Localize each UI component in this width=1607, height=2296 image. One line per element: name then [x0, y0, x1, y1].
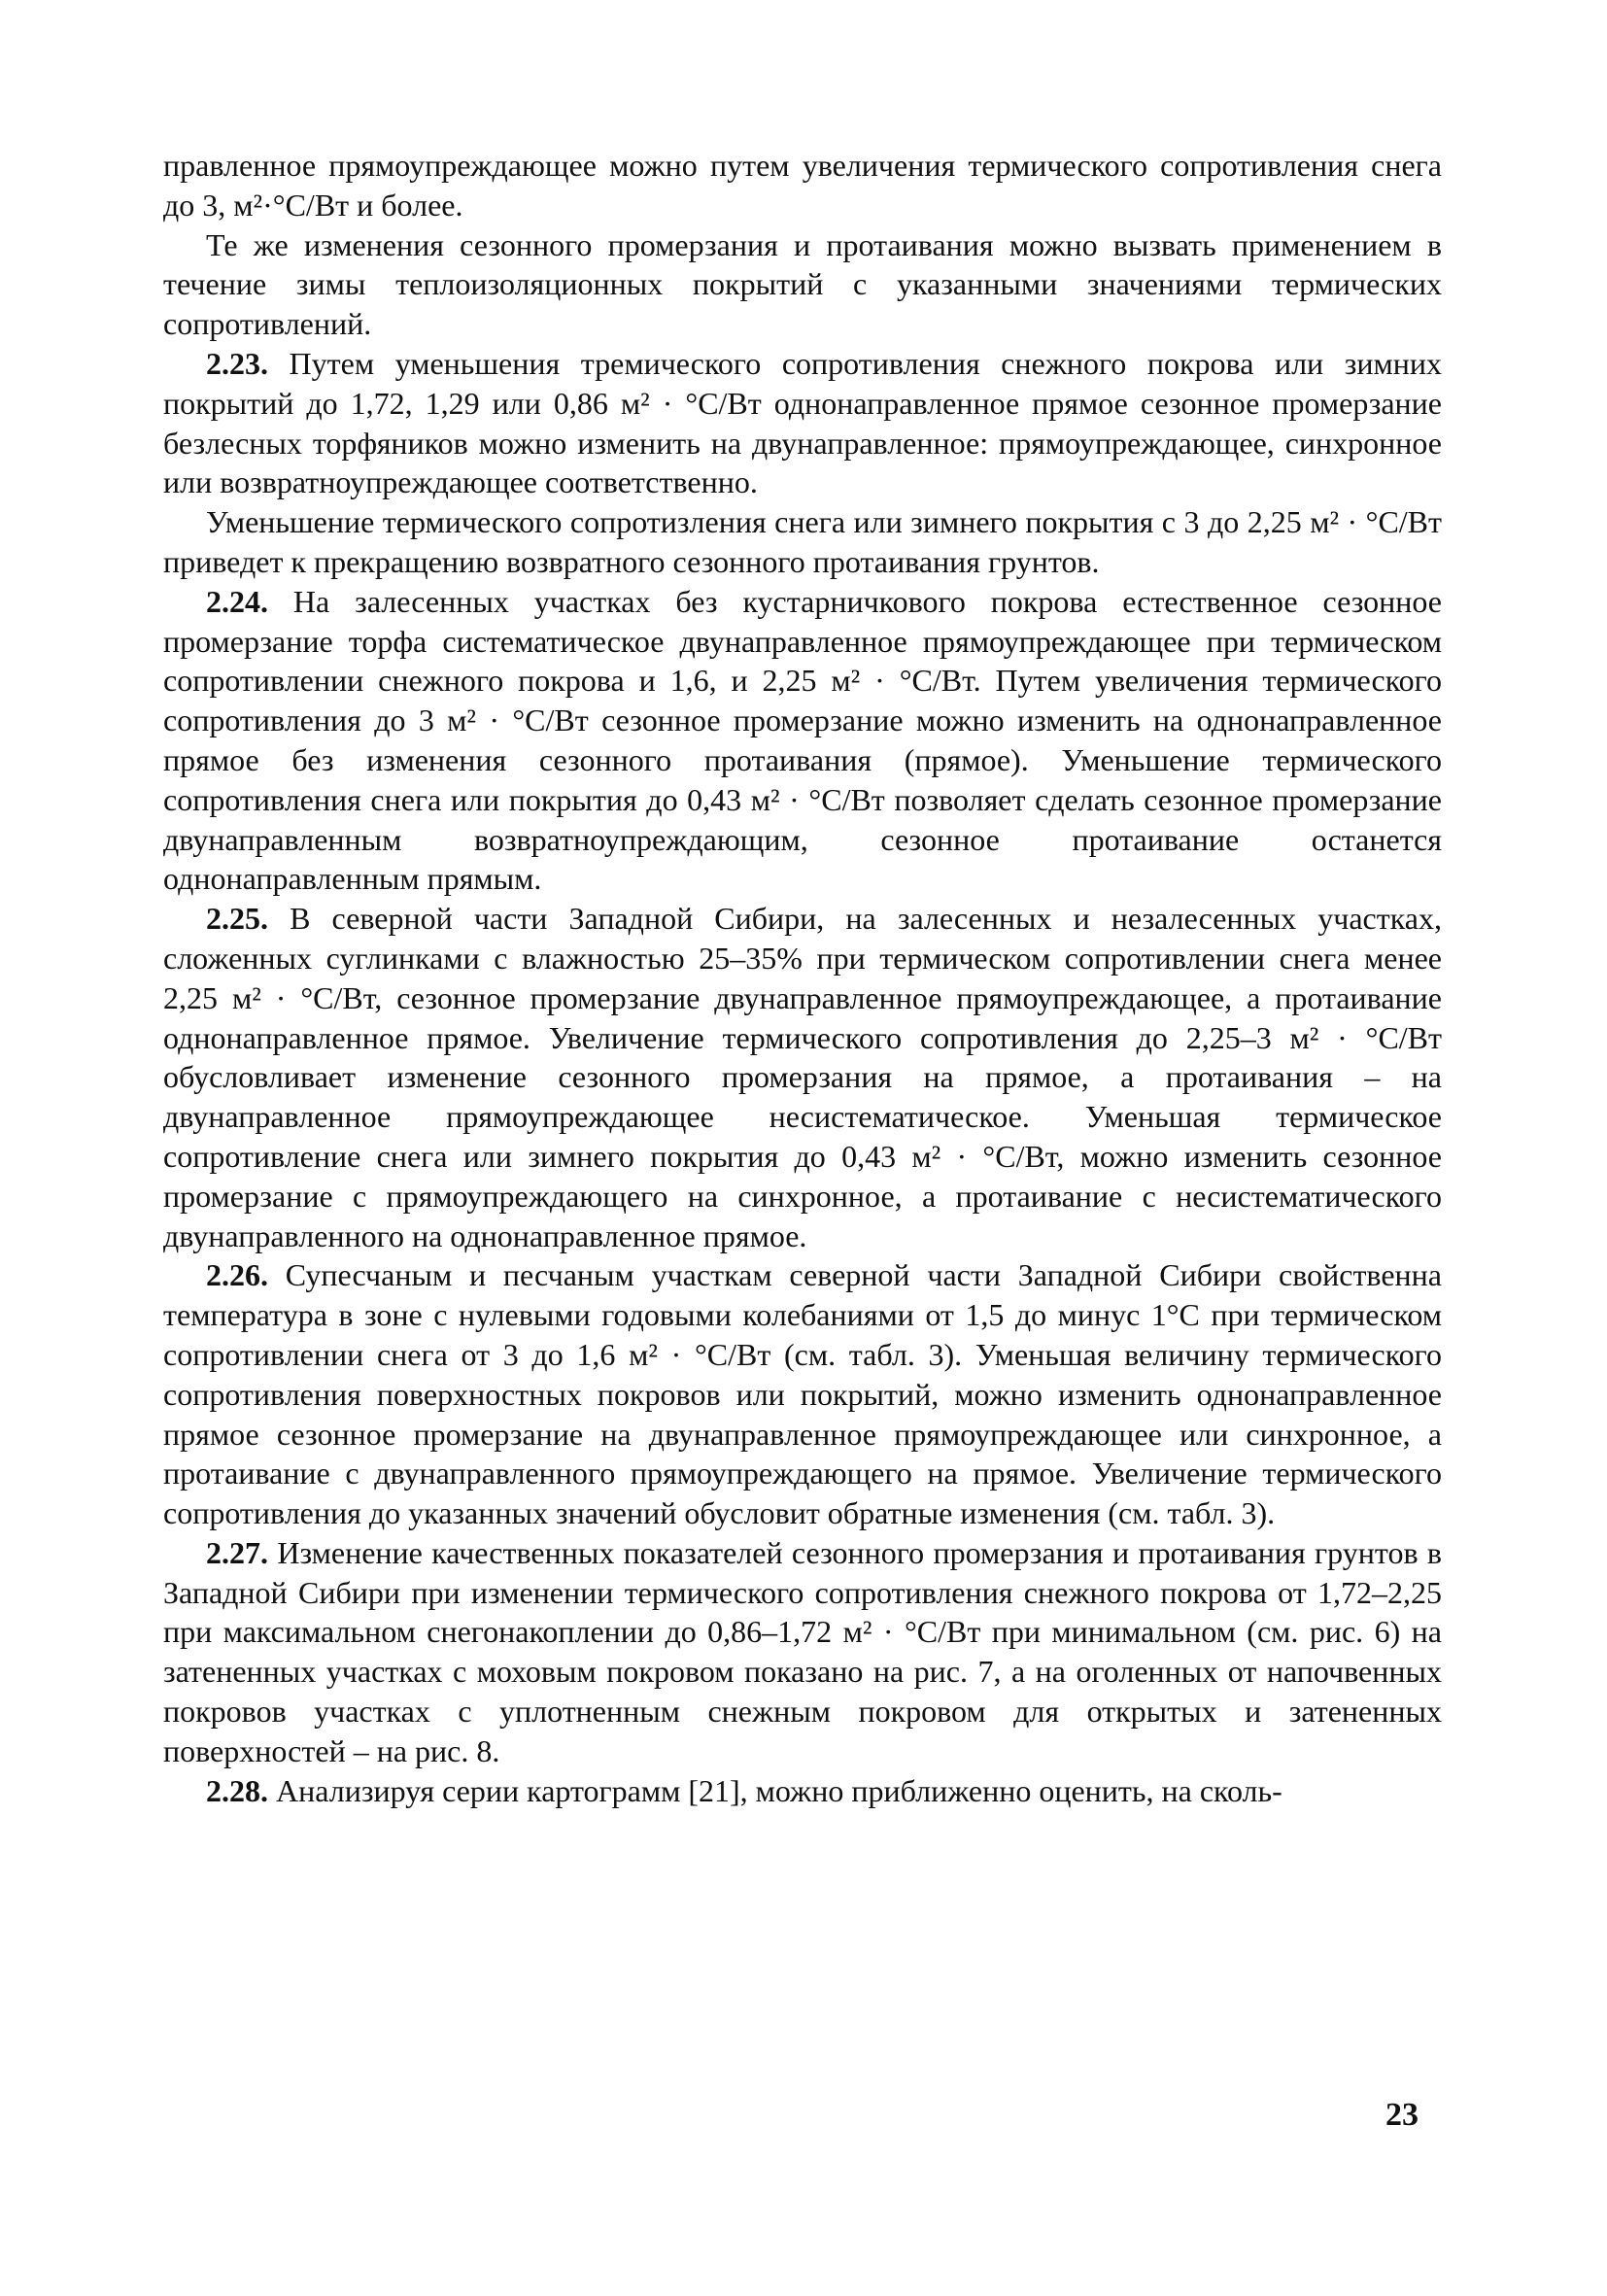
paragraph — [163, 146, 1442, 225]
paragraph — [163, 1533, 1442, 1771]
paragraph-text: Те же изменения сезонного промерзания и протаивания можно вызвать применением в течение зимы теплоизоляционных покрытий с указанными значениями термических сопротивлений. — [163, 226, 1442, 342]
page-number: 23 — [1385, 2097, 1419, 2133]
paragraph-number: 2.27. — [206, 1534, 268, 1570]
paragraph-number: 2.28. — [206, 1772, 268, 1808]
paragraph-text: Путем уменьшения тремического сопротивления снежного покрова или зимних покрытий до 1,72, 1,29 или 0,86 м² · °С/Вт однонаправленное прямое сезонное промерзание безлесных торфяников можно изменить на двунаправленное: прямоупреждающее, синхронное или возвратноупреждающее соответственно. — [163, 345, 1442, 500]
paragraph — [163, 1255, 1442, 1533]
paragraph — [163, 344, 1442, 502]
paragraph-text: Супесчаным и песчаным участкам северной части Западной Сибири свойственна температура в зоне с нулевыми годовыми колебаниями от 1,5 до минус 1°С при термическом сопротивлении снега от 3 до 1,6 м² · °С/Вт (см. табл. 3). Уменьшая величину термического сопротивления поверхностных покровов или покрытий, можно изменить однонаправленное прямое сезонное промерзание на двунаправленное прямоупреждающее или синхронное, а протаивание с двунаправленного прямоупреждающего на прямое. Увеличение термического сопротивления до указанных значений обусловит обратные изменения (см. табл. 3). — [163, 1257, 1442, 1531]
paragraph-text: На залесенных участках без кустарничкового покрова естественное сезонное промерзание торфа систематическое двунаправленное прямоупреждающее при термическом сопротивлении снежного покрова и 1,6, и 2,25 м² · °С/Вт. Путем увеличения термического сопротивления до 3 м² · °С/Вт сезонное промерзание можно изменить на однонаправленное прямое без изменения сезонного протаивания (прямое). Уменьшение термического сопротивления снега или покрытия до 0,43 м² · °С/Вт позволяет сделать сезонное промерзание двунаправленным возвратноупреждающим, сезонное протаивание останется однонаправленным прямым. — [163, 583, 1442, 897]
paragraph-text: В северной части Западной Сибири, на залесенных и незалесенных участках, сложенных суглинками с влажностью 25–35% при термическом сопротивлении снега менее 2,25 м² · °С/Вт, сезонное промерзание двунаправленное прямоупреждающее, а протаивание однонаправленное прямое. Увеличение термического сопротивления до 2,25–3 м² · °С/Вт обусловливает изменение сезонного промерзания на прямое, а протаивания – на двунаправленное прямоупреждающее несистематическое. Уменьшая термическое сопротивление снега или зимнего покрытия до 0,43 м² · °С/Вт, можно изменить сезонное промерзание с прямоупреждающего на синхронное, а протаивание с несистематического двунаправленного на однонаправленное прямое. — [163, 901, 1442, 1253]
paragraph — [163, 899, 1442, 1255]
paragraph-text: Изменение качественных показателей сезонного промерзания и протаивания грунтов в Западной Сибири при изменении термического сопротивления снежного покрова от 1,72–2,25 при максимальном снегонакоплении до 0,86–1,72 м² · °С/Вт при минимальном (см. рис. 6) на затененных участках с моховым покровом показано на рис. 7, а на оголенных от напочвенных покровов участках с уплотненным снежным покровом для открытых и затененных поверхностей – на рис. 8. — [163, 1534, 1442, 1768]
paragraph-text: правленное прямоупреждающее можно путем увеличения термического сопротивления снега до 3, м²·°С/Вт и более. — [163, 148, 1442, 223]
paragraph-number: 2.26. — [206, 1257, 268, 1293]
paragraph-text: Анализируя серии картограмм [21], можно приближенно оценить, на сколь- — [268, 1772, 1282, 1808]
page-text — [163, 146, 1442, 1810]
paragraph-text: Уменьшение термического сопротизления снега или зимнего покрытия с 3 до 2,25 м² · °С/Вт приведет к прекращению возвратного сезонного протаивания грунтов. — [163, 504, 1442, 579]
paragraph-number: 2.24. — [206, 583, 268, 619]
paragraph — [163, 225, 1442, 344]
paragraph — [163, 582, 1442, 899]
paragraph — [163, 1771, 1442, 1811]
paragraph-number: 2.23. — [206, 345, 268, 381]
paragraph — [163, 502, 1442, 582]
paragraph-number: 2.25. — [206, 901, 268, 937]
